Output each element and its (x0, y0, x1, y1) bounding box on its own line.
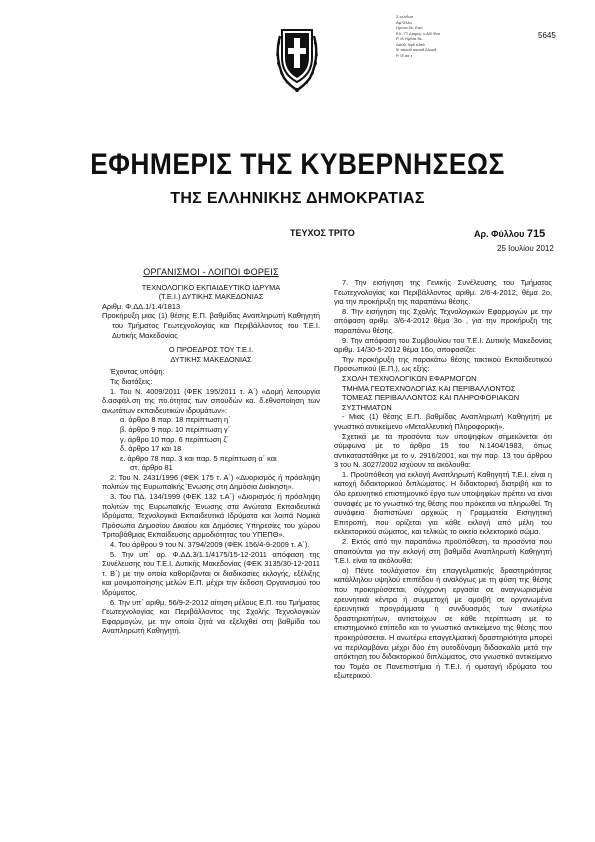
note-line: Ημ/νια δκ. Εσύ (396, 25, 423, 30)
gazette-subtitle: ΤΗΣ ΕΛΛΗΝΙΚΗΣ ΔΗΜΟΚΡΑΤΙΑΣ (170, 190, 425, 207)
note-line: Σ ςελιδοσ (396, 14, 414, 19)
left-column (102, 268, 320, 636)
provision-item: 6. Την υπ΄ αριθμ. 56/9-2-2012 αίτηση μέλους Ε.Π. του Τμήματος Γεωτεχνολογίας και Περιβάλλοντος της Σχολής Τεχνολογικών Εφαρμογών, με την οποία ζητά να εξελιχθεί στη βαθμίδα του Αναπληρωτή Καθηγητή. (102, 597, 320, 636)
position-text: - Μιας (1) θέσης Ε.Π. βαθμίδας Αναπληρωτή Καθηγητή με γνωστικό αντικείμενο «Μεταλλευτική Πληροφορική». (334, 412, 552, 431)
decision-text: Την προκήρυξη της παρακάτω θέσης τακτικού Εκπαιδευτικού Προσωπικού (Ε.Π.), ως εξής: (334, 354, 552, 374)
provision-item: 8. Την εισήγηση της Σχολής Τεχνολογικών Εφαρμογών με την απόφαση αριθμ. 3/6-4-2012 θέμα 3ο , για την προκήρυξη της παραπάνω θέσης. (334, 306, 552, 335)
provision-subitem: α. άρθρο 8 παρ. 18 περίπτωση η΄ (120, 415, 231, 425)
issue-number (474, 228, 545, 240)
provision-item: 1. Του Ν. 4009/2011 (ΦΕΚ 195/2011 τ. Α΄) «Δομή λειτουργία δ.ασφάλ.ση της πο.ότητας των σπουδών κα. δ.εθνοποίηση των ανωτάτων εκπαιδευτικών ιδρυμάτων»: (102, 386, 320, 415)
issue-date: 25 Ιουλίου 2012 (497, 244, 554, 253)
requirements-intro: Σχετικά με τα προσόντα των υποψηφίων σημειώνεται ότι σύμφωνα με το άρθρο 15 του Ν.1404/1983, όπως αντικαταστάθηκε με το ν. 2916/2001, και την παρ. 13 του άρθρου 3 του Ν. 3027/2002 ισχύουν τα ακόλουθα: (334, 431, 552, 470)
note-line: Διεύθ. δφδ Αθτθ (396, 41, 425, 47)
note-line: ΕΛ. ΓΤ Διαμεγ. υ ΑΘ Φέκ (396, 30, 441, 36)
provisions-label: Τις διατάξεις: (110, 376, 153, 386)
note-line: Ρ. Ιδ Ημ/νια δκ. (396, 36, 423, 41)
requirement-item: 1. Προϋπόθεση για εκλογή Αναπληρωτή Καθηγητή Τ.Ε.Ι. είναι η κατοχή διδακτορικού διπλώματος. Η διδακτορική διατριβή και το όλο ερευνητικό επιστημονικό έργο των υποψηφίων πρέπει να είναι συναφές με το γνωστικό της θέσης που πρόκειται να πληρωθεί. Τη συνάφεια διαπιστώνει αρχικώς η Γραμματεία Εισηγητική Επιτροπή, που ορίζεται για κάθε εκλογή από μέλη του εκλεκτορικού σώματος, και τελικώς το οικείο εκλεκτορικό σώμα. (334, 469, 552, 537)
sector-name: ΤΟΜΕΑΣ ΠΕΡΙΒΑΛΛΟΝΤΟΣ ΚΑΙ ΠΛΗΡΟΦΟΡΙΑΚΩΝ (342, 393, 520, 403)
archive-stamp-note (396, 14, 506, 58)
issue-number-label: Αρ. Φύλλου (474, 229, 525, 239)
provision-item: 3. Του ΠΔ. 134/1999 (ΦΕΚ 132 τ.Α΄) «Διορισμός ή πρόσληψη πολιτών της Ευρωπαϊκής Ένωσης στα Ανώτατα Εκπαιδευτικά Ιδρύματα, Τεχνολογικά Εκπαιδευτικά Ιδρύματα και λοιπά Νομικά Πρόσωπα Δημοσίου Δικαίου και Δημόσιες Υπηρεσίες του χώρου Τριτοβάθμιας Εκπαίδευσης αρμοδιότητας του ΥΠΕΠΘ». (102, 492, 320, 540)
page-number: 5645 (538, 31, 556, 40)
provision-subitem: γ. άρθρο 10 παρ. 6 περίπτωση ζ΄ (120, 434, 230, 444)
president-line: ΔΥΤΙΚΗΣ ΜΑΚΕΔΟΝΙΑΣ (170, 354, 252, 364)
considering-label: Έχοντας υπόψη: (110, 367, 165, 377)
greek-coat-of-arms (274, 24, 320, 94)
laurel-cross-emblem-icon (274, 24, 320, 94)
president-line: Ο ΠΡΟΕΔΡΟΣ ΤΟΥ Τ.Ε.Ι. (168, 345, 254, 355)
sector-name: ΣΥΣΤΗΜΑΤΩΝ (342, 402, 392, 412)
provision-subitem: στ. άρθρο 81 (130, 463, 173, 473)
right-column (334, 278, 552, 681)
reference-number: Αριθμ. Φ.ΔΔ.1/1.4/1813 (102, 301, 181, 311)
provision-subitem: ε. άρθρο 78 παρ. 3 και παρ. 5 περίπτωση α΄ και (120, 453, 277, 463)
department-name: ΤΜΗΜΑ ΓΕΩΤΕΧΝΟΛΟΓΙΑΣ ΚΑΙ ΠΕΡΙΒΑΛΛΟΝΤΟΣ (342, 383, 516, 393)
requirement-item: 2. Εκτός από την παραπάνω προϋπόθεση, τα προσόντα που απαιτούνται για την εκλογή στη βαθμίδα Αναπληρωτή Καθηγητή Τ.Ε.Ι. είναι τα ακόλουθα: (334, 537, 552, 566)
provision-item: 4. Του άρθρου 9 του Ν. 3794/2009 (ΦΕΚ 156/4-9-2009 τ. Α΄). (110, 540, 310, 550)
gazette-title: ΕΦΗΜΕΡΙΣ ΤΗΣ ΚΥΒΕΡΝΗΣΕΩΣ (90, 148, 505, 181)
requirement-item: α) Πέντε τουλάχιστον έτη επαγγελματικής δραστηριότητας κατάλληλου υψηλού επιπέδου ή αναλόγως με τη φύση της θέσης που προκηρύσσεται, σύγχρονη εργασία σε αναγνωρισμένα ερευνητικά κέντρα ή συμμετοχή με αμοιβή σε οργανωμένα έρευνητικά προγράμματα ή συνδυασμός των ανωτέρω δραστηριοτήτων, αντιστοίχων σε κάθε περίπτωση με το επιστημονικό επίπεδο και το γνωστικό αντικείμενο της θέσης που προκηρύσσεται. Η ανωτέρω επαγγελματική δραστηριότητα μπορεί να περιλαμβάνει μέχρι δύο έτη αυτοδύναμη διδασκαλία μετά την απόκτηση του διδακτορικού διπλώματος, στο γνωστικό αντικείμενο του Τομέα σε Πανεπιστήμια ή Τ.Ε.Ι. ή ομοταγή ιδρύματα του εξωτερικού. (334, 565, 552, 681)
provision-item: 2. Του Ν. 2431/1996 (ΦΕΚ 175 τ. Α΄) «Δυορισμός ή πρόσληψη πολιτών της Ευρωπαϊκής Ένωσης στη Δημόσια Διοίκηση». (102, 472, 320, 492)
announcement-heading: Προκήρυξη μιας (1) θέσης Ε.Π. βαθμίδας Αναπληρωτή Καθηγητή του Τμήματος Γεωτεχνολογίας και Περιβάλλοντος του Τ.Ε.Ι. Δυτικής Μακεδονίας (102, 311, 320, 340)
institution-line: ΤΕΧΝΟΛΟΓΙΚΟ ΕΚΠΑΙΔΕΥΤΙΚΟ ΙΔΡΥΜΑ (141, 282, 281, 292)
issue-series: ΤΕΥΧΟΣ ΤΡΙΤΟ (290, 228, 355, 238)
provision-item: 7. Την εισήγηση της Γενικής Συνέλευσης του Τμήματος Γεωτεχνολογίας και Περιβάλλοντος αριθμ. 2/6-4-2012, θέμα 2ο, για την προκήρυξη της παραπάνω θέσης. (334, 278, 552, 307)
provision-subitem: δ. άρθρο 17 και 18 (120, 444, 182, 454)
issue-number-value: 715 (526, 228, 546, 240)
note-line: Ψ ααοοθ ααοοθ Δλοοθ (396, 47, 437, 52)
note-line: Ρ. Ιδ αα τ (396, 52, 413, 58)
provision-subitem: β. άρθρο 9 παρ. 10 περίπτωση γ΄ (120, 424, 231, 434)
section-title: ΟΡΓΑΝΙΣΜΟΙ - ΛΟΙΠΟΙ ΦΟΡΕΙΣ (143, 267, 279, 277)
institution-line: (Τ.Ε.Ι.) ΔΥΤΙΚΗΣ ΜΑΚΕΔΟΝΙΑΣ (158, 292, 264, 302)
provision-item: 9. Την απόφαση του Συμβουλίου του Τ.Ε.Ι. Δυτικής Μακεδονίας αριθμ. 14/30-5-2012 θέμα 16ο, αποφασίζει: (334, 335, 552, 355)
note-line: Αφ.Φλλο (396, 19, 412, 25)
provision-item: 5. Την υπ΄ αρ. Φ.ΔΔ.3/1.1/4175/15-12-2011 απόφαση της Συνέλευσης του Τ.Ε.Ι. Δυτικής Μακεδονίας (ΦΕΚ 3135/30-12-2011 τ. Β΄) με την οποία καθορίζονται οι διαδικασίες εκλογής, εξέλιξης και μονιμοποίησης μελών Ε.Π. μέχρι την έκδοση Οργανισμού του Ιδρύματος. (102, 549, 320, 597)
school-name: ΣΧΟΛΗ ΤΕΧΝΟΛΟΓΙΚΩΝ ΕΦΑΡΜΟΓΩΝ (342, 373, 477, 383)
